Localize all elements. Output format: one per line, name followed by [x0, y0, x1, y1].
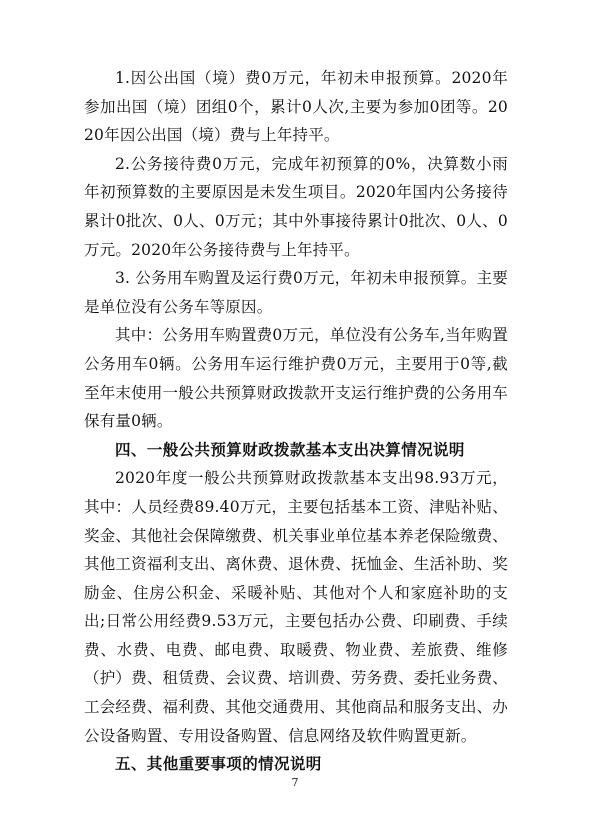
paragraph-basic-expenditure: 2020年度一般公共预算财政拨款基本支出98.93万元，其中：人员经费89.40万元，主要包括基本工资、津贴补贴、奖金、其他社会保障缴费、机关事业单位基本养老保险缴费、其他工资福利支出、离休费、退休费、抚恤金、生活补助、奖励金、住房公积金、采暖补贴、其他对个人和家庭补助的支出;日常公用经费9.53万元，主要包括办公费、印刷费、手续费、水费、电费、邮电费、取暖费、物业费、差旅费、维修（护）费、租赁费、会议费、培训费、劳务费、委托业务费、工会经费、福利费、其他交通费用、其他商品和服务支出、办公设备购置、专用设备购置、信息网络及软件购置更新。 — [84, 469, 508, 745]
document-body — [84, 64, 508, 779]
paragraph-vehicle-details: 其中：公务用车购置费0万元，单位没有公务车,当年购置公务用车0辆。公务用车运行维护费0万元，主要用于0等,截至年末使用一般公共预算财政拨款开支运行维护费的公务用车保有量0辆。 — [84, 326, 508, 431]
paragraph-overseas-expenses: 1.因公出国（境）费0万元，年初未申报预算。2020年参加出国（境）团组0个，累计0人次,主要为参加0团等。2020年因公出国（境）费与上年持平。 — [84, 69, 508, 145]
paragraph-vehicle-expenses: 3. 公务用车购置及运行费0万元，年初未申报预算。主要是单位没有公务车等原因。 — [84, 269, 508, 316]
section-heading-other-matters: 五、其他重要事项的情况说明 — [115, 755, 322, 774]
paragraph-reception-expenses: 2.公务接待费0万元，完成年初预算的0%，决算数小雨年初预算数的主要原因是未发生项目。2020年国内公务接待累计0批次、0人、0万元；其中外事接待累计0批次、0人、0万元。2020年公务接待费与上年持平。 — [84, 154, 508, 259]
page-number: 7 — [291, 776, 299, 789]
section-heading-basic-expenditure: 四、一般公共预算财政拨款基本支出决算情况说明 — [115, 440, 465, 459]
